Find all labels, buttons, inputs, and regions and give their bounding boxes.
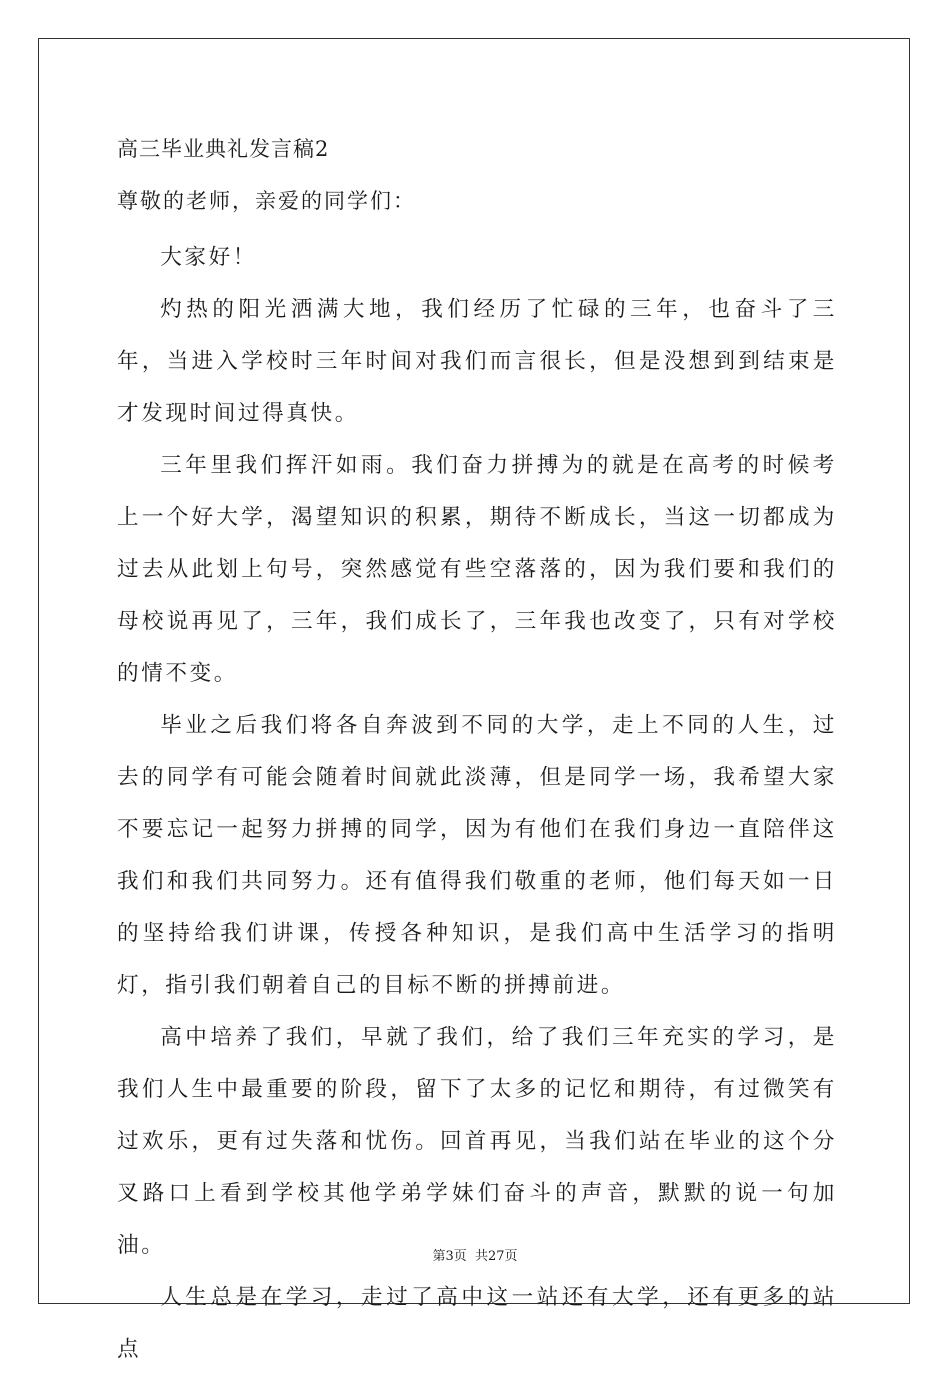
paragraph: 人生总是在学习，走过了高中这一站还有大学，还有更多的站点: [117, 1285, 837, 1362]
page-footer: [0, 1248, 950, 1266]
total-page-count: 共27页: [474, 1249, 518, 1264]
current-page-number: 第3页: [432, 1249, 467, 1264]
paragraph: 灼热的阳光洒满大地，我们经历了忙碌的三年，也奋斗了三年，当进入学校时三年时间对我们而言很长，但是没想到到结束是才发现时间过得真快。: [117, 297, 837, 426]
paragraph: 三年里我们挥汗如雨。我们奋力拼搏为的就是在高考的时候考上一个好大学，渴望知识的积累，期待不断成长，当这一切都成为过去从此划上句号，突然感觉有些空落落的，因为我们要和我们的母校说再见了，三年，我们成长了，三年我也改变了，只有对学校的情不变。: [117, 453, 837, 686]
paragraph: 毕业之后我们将各自奔波到不同的大学，走上不同的人生，过去的同学有可能会随着时间就此淡薄，但是同学一场，我希望大家不要忘记一起努力拼搏的同学，因为有他们在我们身边一直陪伴这我们和我们共同努力。还有值得我们敬重的老师，他们每天如一日的坚持给我们讲课，传授各种知识，是我们高中生活学习的指明灯，指引我们朝着自己的目标不断的拼搏前进。: [117, 713, 837, 998]
paragraph: 大家好！: [160, 245, 257, 270]
paragraph: 高中培养了我们，早就了我们，给了我们三年充实的学习，是我们人生中最重要的阶段，留下了太多的记忆和期待，有过微笑有过欢乐，更有过失落和忧伤。回首再见，当我们站在毕业的这个分叉路口上看到学校其他学弟学妹们奋斗的声音，默默的说一句加油。: [117, 1025, 837, 1258]
salutation: 尊敬的老师，亲爱的同学们：: [117, 189, 416, 213]
speech-body: [117, 232, 837, 1376]
document-title: 高三毕业典礼发言稿2: [117, 137, 330, 161]
